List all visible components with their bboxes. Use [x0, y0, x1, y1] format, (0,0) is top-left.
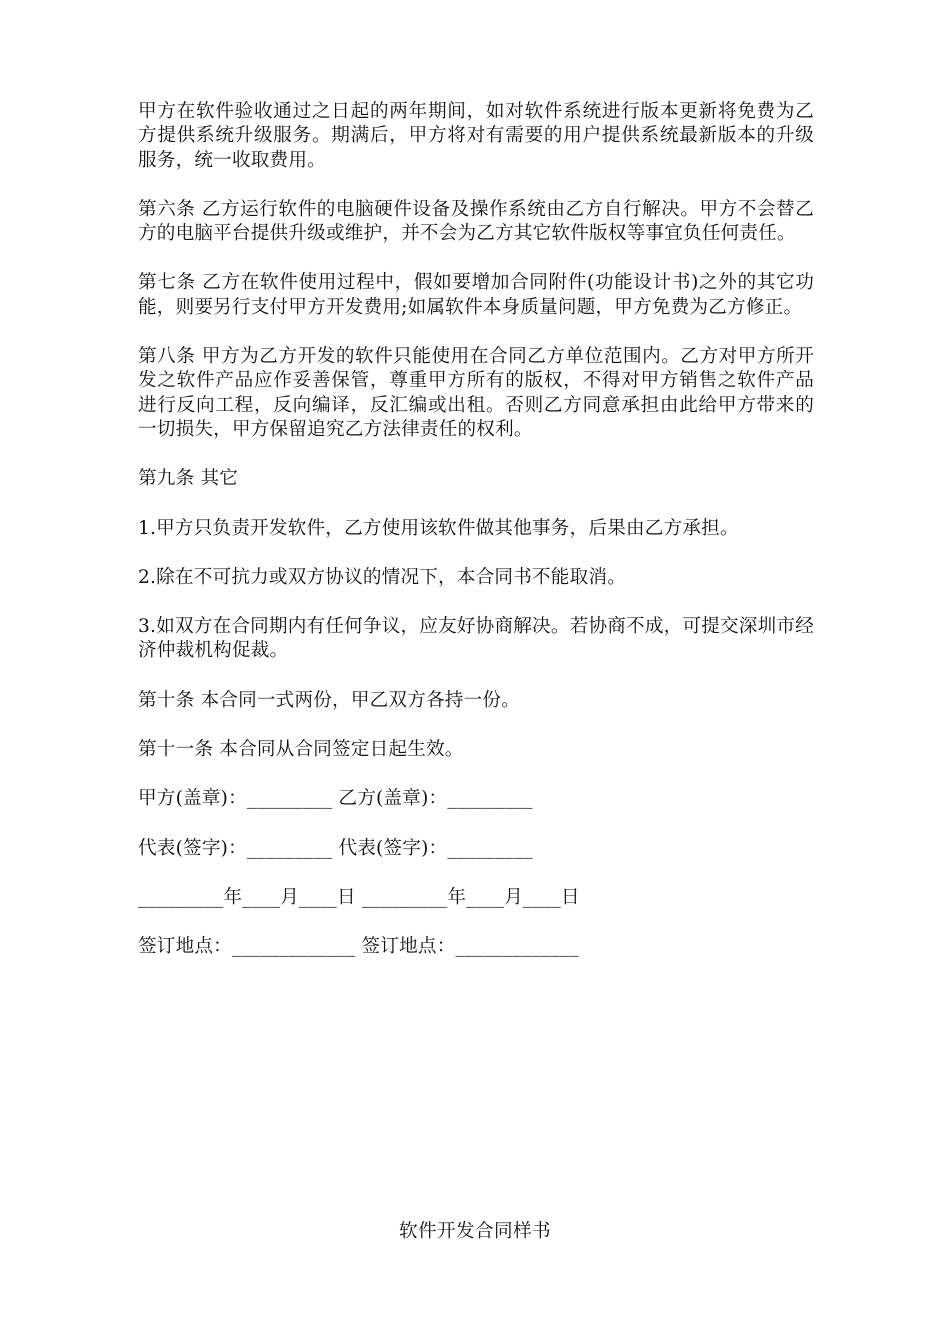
clause-article-11: 第十一条 本合同从合同签定日起生效。: [138, 739, 464, 761]
clause-article-7: 第七条 乙方在软件使用过程中，假如要增加合同附件(功能设计书)之外的其它功能，则要另行支付甲方开发费用;如属软件本身质量问题，甲方免费为乙方修正。: [138, 272, 814, 318]
clause-article-9-item-3: 3.如双方在合同期内有任何争议，应友好协商解决。若协商不成，可提交深圳市经济仲裁机构促裁。: [138, 616, 814, 662]
document-footer-title: 软件开发合同样书: [399, 1221, 551, 1242]
clause-article-10: 第十条 本合同一式两份，甲乙双方各持一份。: [138, 689, 520, 711]
signature-representative-line: 代表(签字)：_________ 代表(签字)：_________: [138, 837, 533, 859]
clause-article-8: 第八条 甲方为乙方开发的软件只能使用在合同乙方单位范围内。乙方对甲方所开发之软件产品应作妥善保管，尊重甲方所有的版权，不得对甲方销售之软件产品进行反向工程，反向编译，反汇编或出租。否则乙方同意承担由此给甲方带来的一切损失，甲方保留追究乙方法律责任的权利。: [138, 346, 814, 440]
clause-article-9-heading: 第九条 其它: [138, 468, 239, 490]
clause-article-9-item-2: 2.除在不可抗力或双方协议的情况下，本合同书不能取消。: [138, 566, 626, 588]
clause-upgrade-service: 甲方在软件验收通过之日起的两年期间，如对软件系统进行版本更新将免费为乙方提供系统升级服务。期满后，甲方将对有需要的用户提供系统最新版本的升级服务，统一收取费用。: [138, 101, 814, 171]
signature-seal-line: 甲方(盖章)：_________ 乙方(盖章)：_________: [138, 788, 533, 810]
clause-article-6: 第六条 乙方运行软件的电脑硬件设备及操作系统由乙方自行解决。甲方不会替乙方的电脑平台提供升级或维护，并不会为乙方其它软件版权等事宜负任何责任。: [138, 198, 814, 245]
signature-location-line: 签订地点：_____________ 签订地点：_____________: [138, 936, 579, 958]
signature-date-line: _________年____月____日 _________年____月____日: [138, 886, 580, 908]
clause-article-9-item-1: 1.甲方只负责开发软件，乙方使用该软件做其他事务，后果由乙方承担。: [138, 517, 739, 539]
document-body: [138, 100, 814, 985]
